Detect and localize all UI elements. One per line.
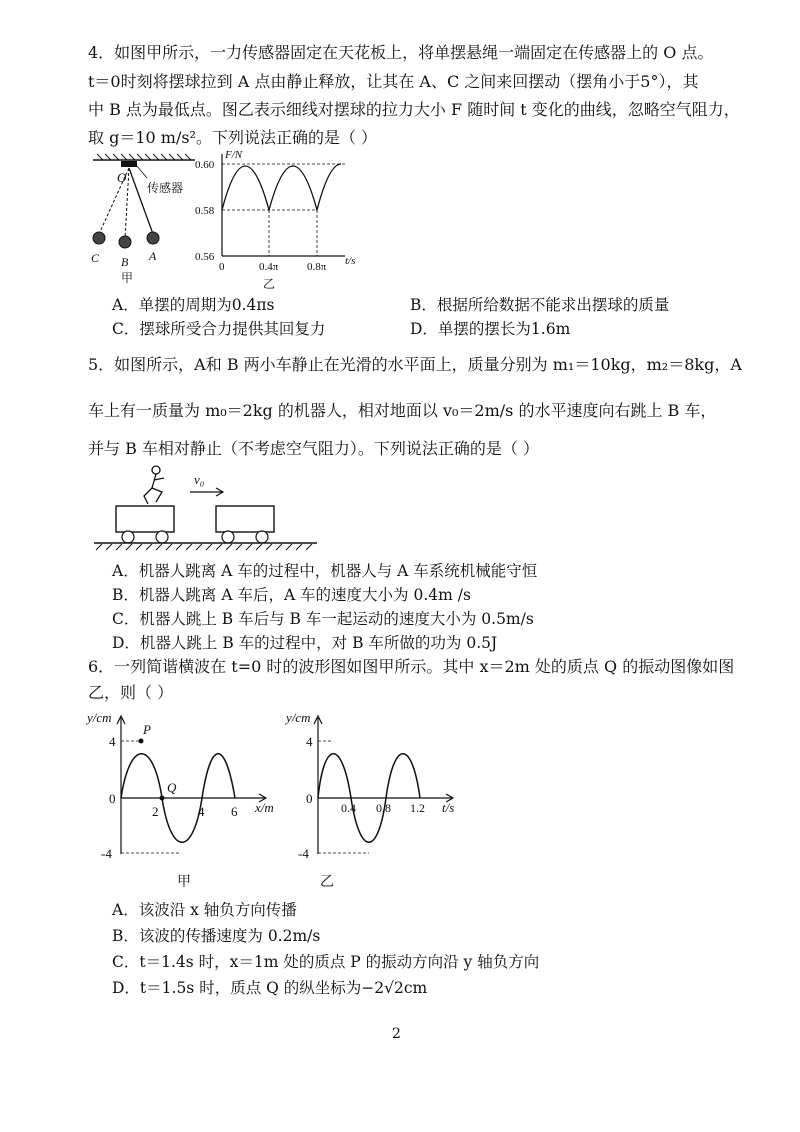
- point-q-label: Q: [167, 780, 177, 795]
- q5-option-c: C．机器人跳上 B 车后与 B 车一起运动的速度大小为 0.5m/s: [112, 610, 534, 628]
- fig-yi-caption: 乙: [263, 277, 276, 291]
- ylabel: y/cm: [286, 710, 311, 725]
- q4-line-4: 取 g＝10 m/s²。下列说法正确的是（ ）: [88, 128, 378, 147]
- q5-option-d: D．机器人跳上 B 车的过程中，对 B 车所做的功为 0.5J: [112, 634, 498, 652]
- xtick-6: 6: [231, 804, 238, 819]
- point-q-dot: [160, 796, 165, 801]
- ball-a: [147, 232, 159, 244]
- cart-b: [216, 506, 274, 532]
- force-curve: [222, 164, 341, 210]
- point-b-label: B: [121, 255, 129, 269]
- q6-vibration-graph: [282, 708, 487, 898]
- ytick-0: 0: [109, 791, 116, 806]
- fig-jia-caption: 甲: [177, 875, 191, 890]
- q4-pendulum-figure: [85, 152, 200, 292]
- xtick-08pi: 0.8π: [307, 261, 327, 273]
- q6-option-a: A．该波沿 x 轴负方向传播: [112, 901, 297, 919]
- xtick-4: 4: [198, 804, 205, 819]
- xtick-04: 0.4: [341, 801, 356, 815]
- xtick-0: 0: [219, 261, 225, 273]
- fig-jia-caption: 甲: [121, 271, 134, 285]
- q6-option-c: C．t＝1.4s 时，x＝1m 处的质点 P 的振动方向沿 y 轴负方向: [112, 953, 540, 971]
- fig-yi-caption: 乙: [320, 875, 334, 890]
- q5-line-1: 5．如图所示，A和 B 两小车静止在光滑的水平面上，质量分别为 m₁＝10kg，m₂＝8kg，A: [88, 355, 742, 374]
- xtick-08: 0.8: [376, 801, 391, 815]
- xtick-04pi: 0.4π: [259, 261, 279, 273]
- ylabel: F/N: [225, 149, 243, 161]
- ytick-058: 0.58: [195, 205, 215, 217]
- q5-option-b: B．机器人跳离 A 车后，A 车的速度大小为 0.4m /s: [112, 586, 471, 604]
- xtick-12: 1.2: [410, 801, 425, 815]
- q5-carts-figure: [92, 462, 322, 557]
- point-a-label: A: [149, 249, 157, 263]
- q4-line-2: t＝0时刻将摆球拉到 A 点由静止释放，让其在 A、C 之间来回摆动（摆角小于5°），其: [88, 72, 699, 91]
- q5-option-a: A．机器人跳离 A 车的过程中，机器人与 A 车系统机械能守恒: [112, 562, 538, 580]
- ytick-neg4: -4: [101, 846, 112, 861]
- q4-force-graph: [195, 146, 370, 294]
- q4-option-d: D．单摆的摆长为1.6m: [410, 320, 571, 338]
- q5-line-3: 并与 B 车相对静止（不考虑空气阻力）。下列说法正确的是（ ）: [88, 439, 540, 458]
- ytick-4: 4: [306, 734, 313, 749]
- sensor-box: [121, 161, 137, 167]
- ytick-4: 4: [109, 734, 116, 749]
- q4-line-1: 4．如图甲所示，一力传感器固定在天花板上，将单摆悬绳一端固定在传感器上的 O 点。: [88, 43, 714, 62]
- ball-c: [93, 232, 105, 244]
- point-o-label: O: [117, 170, 127, 185]
- q4-option-b: B．根据所给数据不能求出摆球的质量: [410, 296, 670, 314]
- ball-b: [119, 236, 131, 248]
- xlabel: t/s: [345, 255, 356, 267]
- q4-option-c: C．摆球所受合力提供其回复力: [112, 320, 326, 338]
- q6-option-d: D．t＝1.5s 时，质点 Q 的纵坐标为−2√2cm: [112, 979, 428, 997]
- page-number: 2: [392, 1026, 401, 1042]
- ytick-neg4: -4: [298, 846, 309, 861]
- q6-wave-graph: [85, 708, 290, 898]
- xtick-2: 2: [152, 804, 159, 819]
- q5-line-2: 车上有一质量为 m₀＝2kg 的机器人，相对地面以 v₀＝2m/s 的水平速度向右跳上 B 车，: [88, 401, 717, 420]
- v0-label: v₀: [194, 472, 205, 487]
- q4-line-3: 中 B 点为最低点。图乙表示细线对摆球的拉力大小 F 随时间 t 变化的曲线，忽略空气阻力，: [88, 100, 740, 119]
- ylabel: y/cm: [87, 710, 112, 725]
- ytick-056: 0.56: [195, 251, 215, 263]
- ytick-060: 0.60: [195, 159, 215, 171]
- robot-figure: [144, 466, 164, 504]
- q6-line-1: 6．一列简谐横波在 t=0 时的波形图如图甲所示。其中 x＝2m 处的质点 Q 的振动图像如图: [88, 657, 735, 676]
- xlabel: t/s: [442, 800, 455, 815]
- cart-a: [116, 506, 174, 532]
- xlabel: x/m: [255, 800, 274, 815]
- point-p-dot: [139, 739, 144, 744]
- q4-option-a: A．单摆的周期为0.4πs: [112, 296, 275, 314]
- point-c-label: C: [91, 251, 100, 265]
- ytick-0: 0: [306, 791, 313, 806]
- q6-line-2: 乙，则（ ）: [88, 683, 174, 702]
- sensor-label: 传感器: [147, 181, 184, 195]
- q6-option-b: B．该波的传播速度为 0.2m/s: [112, 927, 321, 945]
- point-p-label: P: [143, 722, 151, 737]
